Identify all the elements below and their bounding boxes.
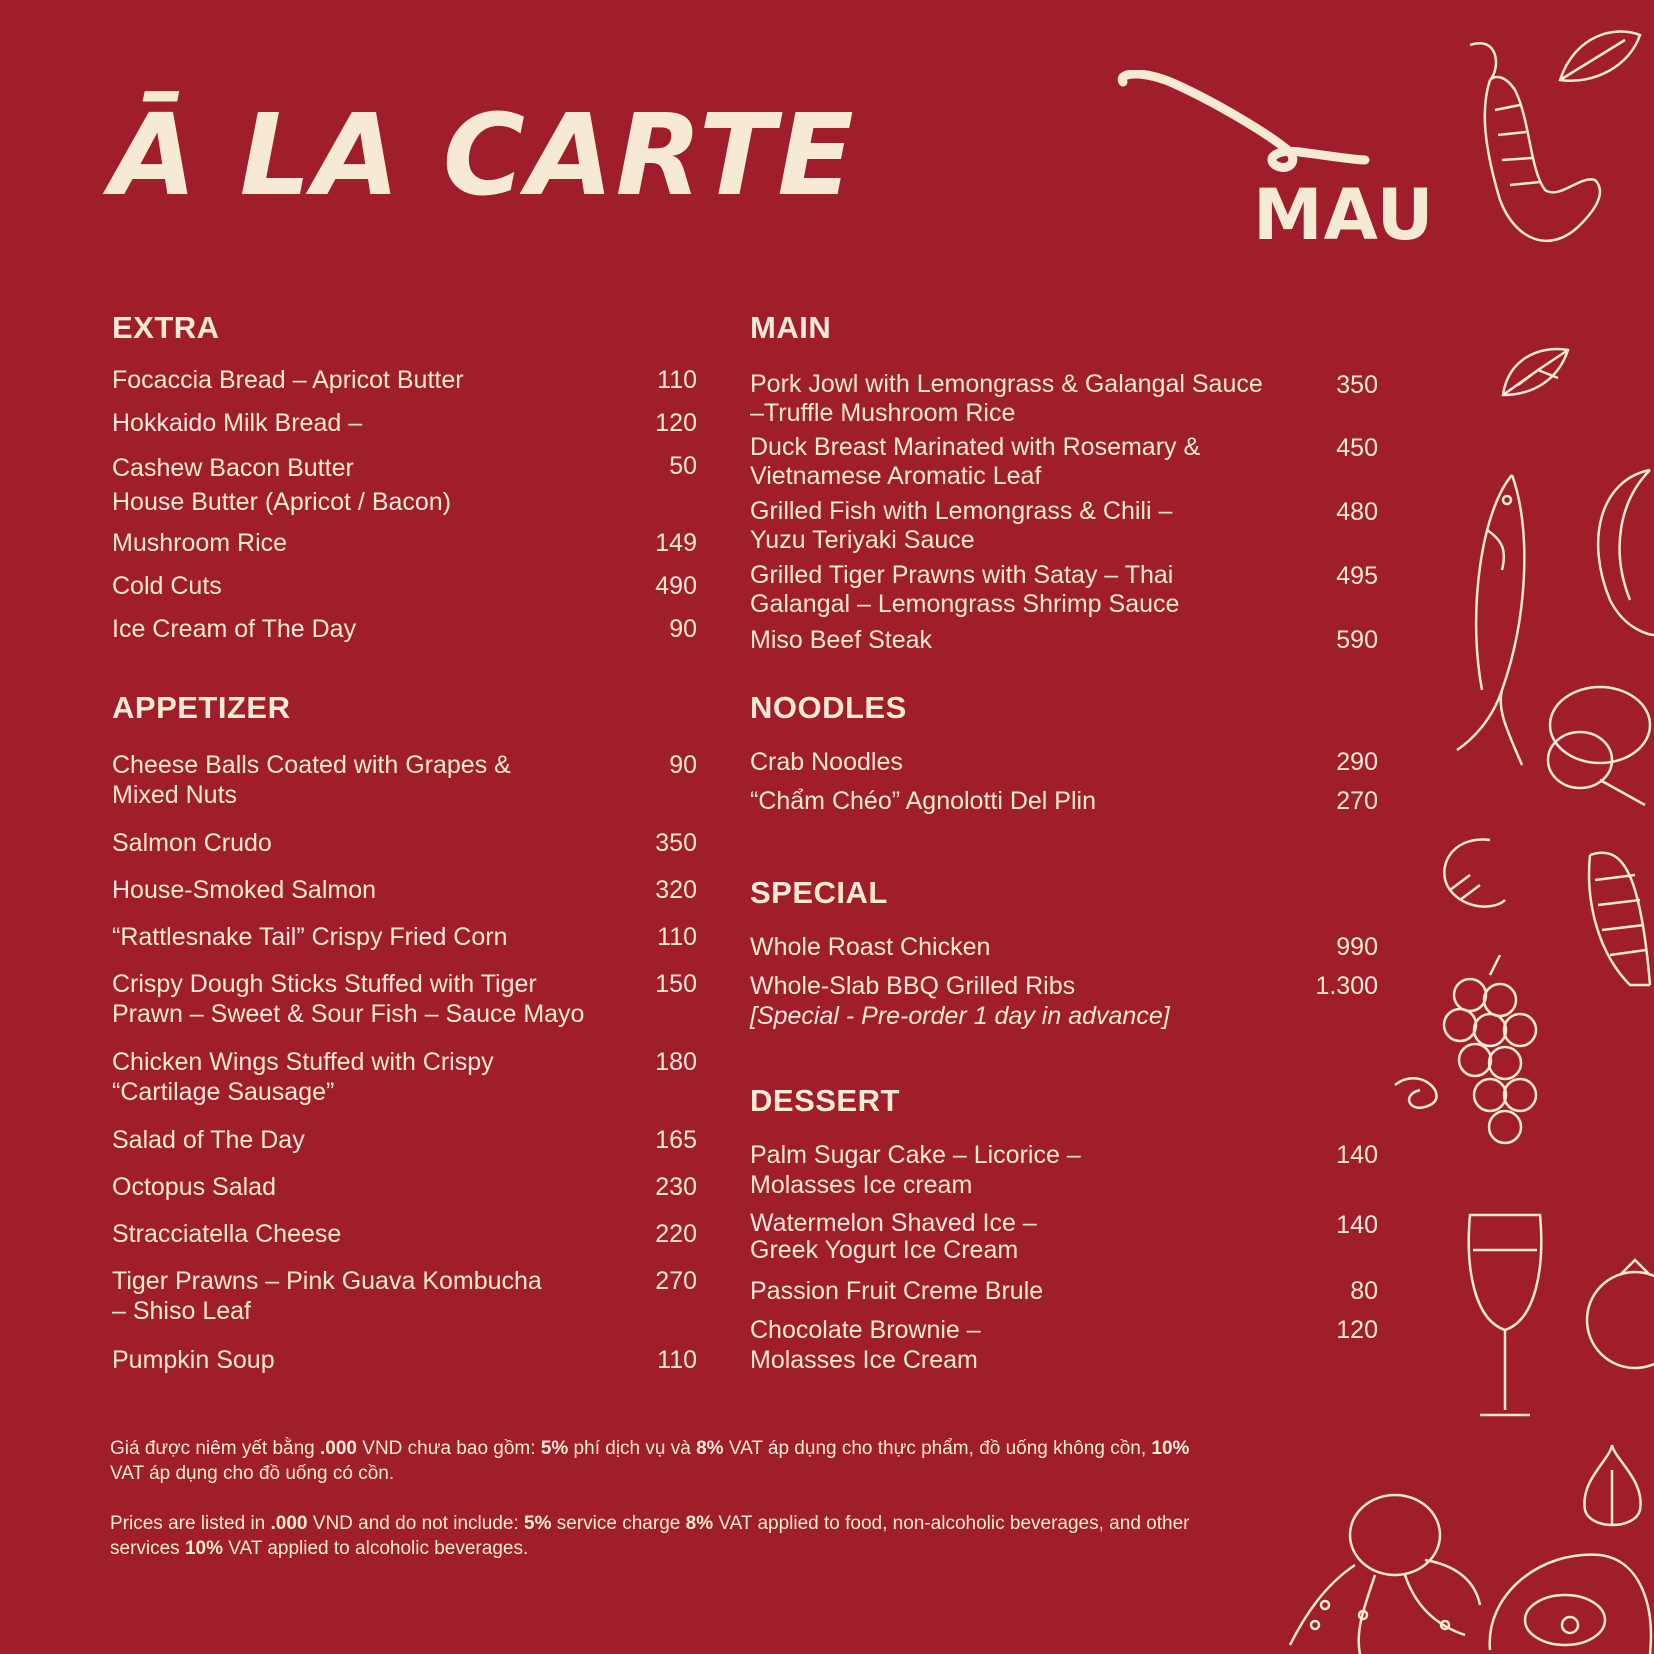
item-price: 1.300 (1315, 972, 1378, 1000)
price-note-vi: Giá được niêm yết bằng .000 VND chưa bao gồm: 5% phí dịch vụ và 8% VAT áp dụng cho thực phẩm, đồ uống không cồn, 10% VAT áp dụng cho đồ uống có cồn. (110, 1438, 1190, 1484)
item-name: Miso Beef Steak (750, 626, 933, 654)
item-price: 590 (1336, 626, 1378, 654)
item-name: Octopus Salad (112, 1173, 276, 1201)
item-price: 90 (669, 615, 697, 643)
item-name: Chicken Wings Stuffed with Crispy “Cartilage Sausage” (112, 1048, 494, 1106)
price-note-en: Prices are listed in .000 VND and do not include: 5% service charge 8% VAT applied to food, non-alcoholic beverages, and other services 10% VAT applied to alcoholic beverages. (110, 1513, 1190, 1559)
item-name: Cashew Bacon Butter House Butter (Apricot / Bacon) (112, 454, 452, 516)
item-name: Watermelon Shaved Ice – Greek Yogurt Ice Cream (750, 1209, 1037, 1264)
tomato-icon (1580, 1250, 1654, 1375)
menu-item (112, 408, 697, 438)
logo-text: MAU (1253, 174, 1435, 256)
item-price: 320 (655, 876, 697, 904)
menu-item (112, 828, 697, 858)
item-name: Cold Cuts (112, 572, 222, 600)
item-price: 450 (1336, 434, 1378, 462)
octopus-icon (1285, 1485, 1485, 1654)
menu-item (112, 1125, 697, 1155)
menu-item (112, 750, 697, 810)
section-heading: DESSERT (750, 1083, 900, 1118)
menu-title: Ā LA CARTE (110, 91, 856, 221)
menu-item (112, 1345, 697, 1375)
item-price: 495 (1336, 562, 1378, 590)
item-price: 990 (1336, 933, 1378, 961)
menu-item (112, 969, 697, 1029)
item-price: 270 (1336, 787, 1378, 815)
fish-icon (1452, 470, 1532, 770)
section-heading: APPETIZER (112, 690, 291, 725)
menu-item (750, 747, 1378, 777)
item-price: 50 (669, 452, 697, 480)
item-name: Focaccia Bread – Apricot Butter (112, 366, 464, 394)
menu-item (750, 370, 1378, 428)
menu-item (112, 875, 697, 905)
menu-item (112, 1266, 697, 1326)
prawn-icon (1430, 830, 1510, 915)
item-name: Hokkaido Milk Bread – (112, 409, 363, 437)
item-price: 270 (655, 1267, 697, 1295)
lemon-icon (1498, 340, 1573, 400)
item-price: 140 (1336, 1141, 1378, 1169)
item-name: Pumpkin Soup (112, 1346, 275, 1374)
item-price: 110 (657, 366, 697, 394)
grapes-icon (1390, 955, 1610, 1155)
menu-item (750, 1210, 1378, 1264)
section-heading: NOODLES (750, 690, 907, 725)
item-name: Cheese Balls Coated with Grapes & Mixed Nuts (112, 751, 511, 809)
item-name: Crispy Dough Sticks Stuffed with Tiger Prawn – Sweet & Sour Fish – Sauce Mayo (112, 970, 585, 1028)
menu-item (112, 922, 697, 952)
item-price: 230 (655, 1173, 697, 1201)
item-price: 290 (1336, 748, 1378, 776)
item-price: 110 (657, 923, 697, 951)
item-name: Ice Cream of The Day (112, 615, 357, 643)
item-name: Crab Noodles (750, 748, 903, 776)
menu-item (112, 451, 697, 519)
chicken-leg-icon (1540, 680, 1654, 810)
item-name: Pork Jowl with Lemongrass & Galangal Sauce –Truffle Mushroom Rice (750, 370, 1263, 427)
mau-logo (1115, 70, 1435, 270)
section-heading: SPECIAL (750, 875, 888, 910)
leaf-icon (1555, 25, 1645, 85)
menu-item (750, 433, 1378, 491)
meat-icon (1480, 1545, 1654, 1654)
menu-item (112, 1219, 697, 1249)
item-name: Stracciatella Cheese (112, 1220, 342, 1248)
menu-item (750, 932, 1378, 962)
item-price: 490 (655, 572, 697, 600)
item-name: Mushroom Rice (112, 529, 288, 557)
item-name: Duck Breast Marinated with Rosemary & Vietnamese Aromatic Leaf (750, 433, 1201, 490)
menu-item (750, 497, 1378, 555)
item-name: Passion Fruit Creme Brule (750, 1277, 1044, 1305)
mussel-icon (1580, 460, 1654, 640)
item-price: 350 (1336, 371, 1378, 399)
item-price: 80 (1350, 1277, 1378, 1305)
item-price: 120 (655, 409, 697, 437)
item-name: Salad of The Day (112, 1126, 305, 1154)
section-heading: EXTRA (112, 310, 220, 345)
item-name: Whole Roast Chicken (750, 933, 991, 961)
item-name: Grilled Fish with Lemongrass & Chili – Yuzu Teriyaki Sauce (750, 497, 1173, 554)
menu-item (750, 786, 1378, 816)
item-price: 110 (657, 1346, 697, 1374)
item-name: Whole-Slab BBQ Grilled Ribs (750, 972, 1076, 1000)
menu-item (750, 1315, 1378, 1375)
item-price: 149 (655, 529, 697, 557)
item-price: 140 (1336, 1211, 1378, 1239)
item-price: 165 (655, 1126, 697, 1154)
item-name: Grilled Tiger Prawns with Satay – Thai Galangal – Lemongrass Shrimp Sauce (750, 561, 1180, 618)
item-price: 120 (1336, 1316, 1378, 1344)
menu-item (112, 614, 697, 644)
menu-item (112, 528, 697, 558)
item-name: House-Smoked Salmon (112, 876, 377, 904)
menu-item (750, 1276, 1378, 1306)
menu-item (112, 365, 697, 395)
garlic-icon (1575, 1440, 1650, 1535)
item-price: 90 (669, 751, 697, 779)
menu-item (750, 625, 1378, 655)
menu-item (750, 1140, 1378, 1200)
item-note: [Special - Pre-order 1 day in advance] (750, 1002, 1170, 1030)
item-price: 180 (655, 1048, 697, 1076)
item-name: Palm Sugar Cake – Licorice – Molasses Ice cream (750, 1141, 1081, 1199)
menu-item (112, 571, 697, 601)
menu-item (112, 1172, 697, 1202)
item-price: 150 (655, 970, 697, 998)
item-price: 220 (655, 1220, 697, 1248)
menu-item (750, 561, 1378, 619)
item-price: 480 (1336, 498, 1378, 526)
item-price: 350 (655, 829, 697, 857)
menu-item (750, 971, 1378, 1031)
item-name: Tiger Prawns – Pink Guava Kombucha – Shiso Leaf (112, 1267, 542, 1325)
item-name: “Chẩm Chéo” Agnolotti Del Plin (750, 787, 1096, 815)
item-name: Salmon Crudo (112, 829, 272, 857)
wine-glass-icon (1465, 1210, 1545, 1425)
menu-item (112, 1047, 697, 1107)
section-heading: MAIN (750, 310, 832, 345)
item-name: Chocolate Brownie – Molasses Ice Cream (750, 1316, 981, 1374)
item-name: “Rattlesnake Tail” Crispy Fried Corn (112, 923, 508, 951)
